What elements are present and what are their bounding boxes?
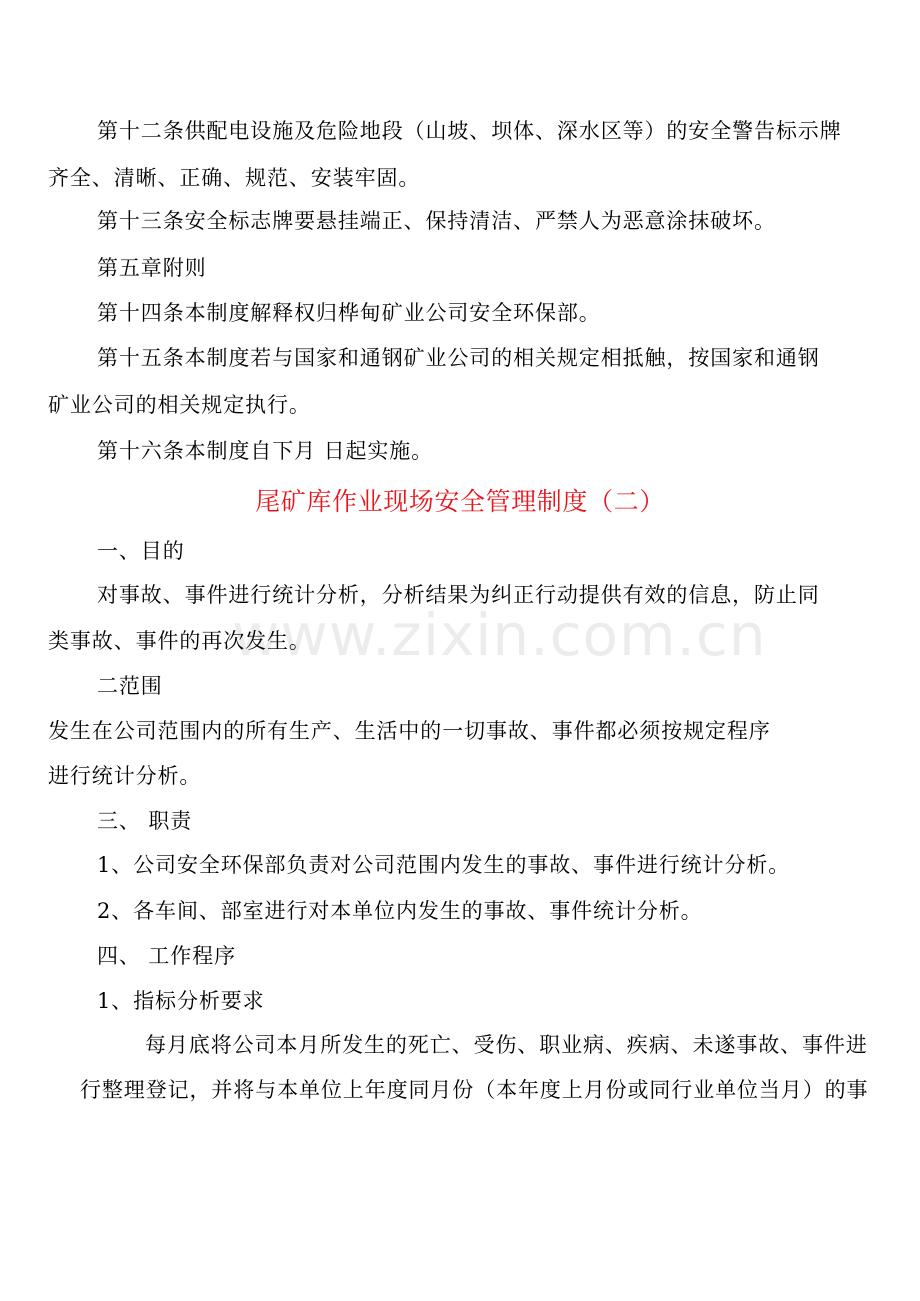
watermark-text: www.zixin.com.cn xyxy=(232,601,767,669)
paragraph-line: 第十五条本制度若与国家和通钢矿业公司的相关规定相抵触，按国家和通钢 xyxy=(97,346,820,370)
paragraph-line: 类事故、事件的再次发生。 xyxy=(48,629,311,653)
paragraph-line: 第十二条供配电设施及危险地段（山坡、坝体、深水区等）的安全警告标示牌 xyxy=(97,119,842,143)
section-heading: 四、 工作程序 xyxy=(97,944,236,968)
list-item: 2、各车间、部室进行对本单位内发生的事故、事件统计分析。 xyxy=(97,899,703,923)
paragraph-line: 发生在公司范围内的所有生产、生活中的一切事故、事件都必须按规定程序 xyxy=(48,719,771,743)
list-item: 1、公司安全环保部负责对公司范围内发生的事故、事件进行统计分析。 xyxy=(97,853,791,877)
paragraph-line: 第十四条本制度解释权归桦甸矿业公司安全环保部。 xyxy=(97,301,601,325)
paragraph-line: 矿业公司的相关规定执行。 xyxy=(48,393,311,417)
section-title: 尾矿库作业现场安全管理制度（二） xyxy=(255,487,665,516)
paragraph-line: 进行统计分析。 xyxy=(48,764,202,788)
section-heading: 三、 职责 xyxy=(97,809,193,833)
subsection-heading: 1、指标分析要求 xyxy=(97,989,265,1013)
section-heading: 二范围 xyxy=(97,674,163,698)
paragraph-line: 齐全、清晰、正确、规范、安装牢固。 xyxy=(48,166,421,190)
paragraph-line: 对事故、事件进行统计分析，分析结果为纠正行动提供有效的信息，防止同 xyxy=(97,583,820,607)
paragraph-line: 第十六条本制度自下月 日起实施。 xyxy=(97,439,434,463)
paragraph-line: 行整理登记，并将与本单位上年度同月份（本年度上月份或同行业单位当月）的事 xyxy=(80,1078,869,1102)
paragraph-line: 第十三条安全标志牌要悬挂端正、保持清洁、严禁人为恶意涂抹破坏。 xyxy=(97,209,776,233)
paragraph-line: 每月底将公司本月所发生的死亡、受伤、职业病、疾病、未遂事故、事件进 xyxy=(145,1033,868,1057)
section-heading: 一、目的 xyxy=(97,539,185,563)
chapter-heading: 第五章附则 xyxy=(97,256,207,280)
